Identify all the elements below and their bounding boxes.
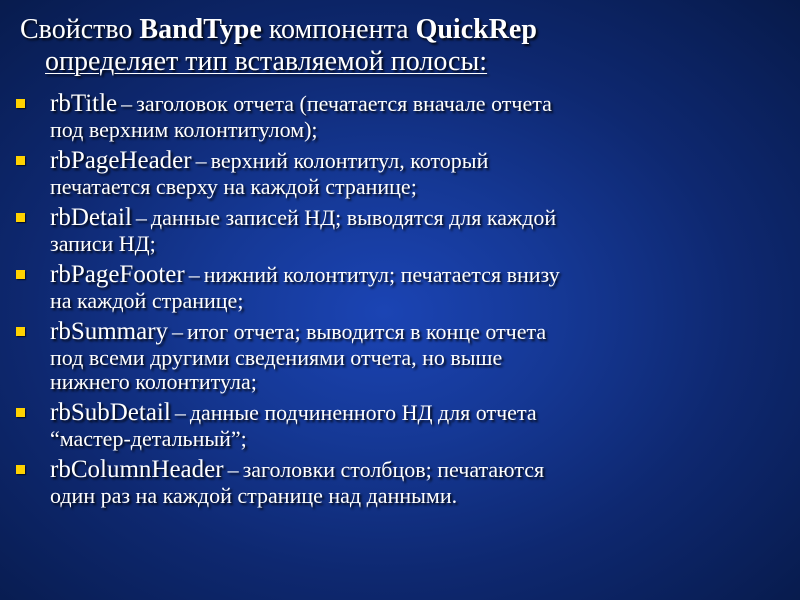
item-dash: –	[227, 457, 239, 482]
title-line-2: определяет тип вставляемой полосы:	[45, 46, 488, 77]
item-dash: –	[172, 319, 184, 344]
item-term: rbSubDetail	[50, 399, 171, 426]
list-item-rbpagefooter	[0, 261, 800, 313]
square-bullet-icon	[16, 408, 25, 417]
item-description: данные подчиненного НД для отчета	[189, 400, 537, 425]
item-term: rbSummary	[50, 318, 169, 345]
band-type-list	[0, 90, 800, 513]
list-item-rbdetail	[0, 204, 800, 256]
list-item-rbtitle	[0, 90, 800, 142]
title-property-name: BandType	[139, 14, 262, 45]
title-line-1	[20, 14, 780, 46]
item-dash: –	[121, 91, 133, 116]
item-description: данные записей НД; выводятся для каждой	[150, 205, 557, 230]
item-term: rbDetail	[50, 204, 132, 231]
square-bullet-icon	[16, 270, 25, 279]
item-continuation: один раз на каждой странице над данными.	[50, 483, 458, 508]
item-dash: –	[174, 400, 186, 425]
item-continuation: под верхним колонтитулом);	[50, 117, 318, 142]
square-bullet-icon	[16, 99, 25, 108]
item-description: верхний колонтитул, который	[210, 148, 489, 173]
item-continuation: “мастер-детальный”;	[50, 426, 247, 451]
square-bullet-icon	[16, 327, 25, 336]
item-dash: –	[195, 148, 207, 173]
item-term: rbTitle	[50, 90, 118, 117]
item-description: заголовки столбцов; печатаются	[242, 457, 545, 482]
square-bullet-icon	[16, 465, 25, 474]
item-term: rbColumnHeader	[50, 456, 224, 483]
item-continuation: на каждой странице;	[50, 288, 244, 313]
square-bullet-icon	[16, 213, 25, 222]
list-item-rbsummary	[0, 318, 800, 394]
title-component-name: QuickRep	[415, 14, 537, 45]
item-dash: –	[135, 205, 147, 230]
item-continuation: нижнего колонтитула;	[50, 369, 257, 394]
item-description: итог отчета; выводится в конце отчета	[187, 319, 547, 344]
list-item-rbcolumnheader	[0, 456, 800, 508]
item-dash: –	[188, 262, 200, 287]
item-term: rbPageHeader	[50, 147, 192, 174]
item-description: заголовок отчета (печатается вначале отчета	[136, 91, 552, 116]
item-term: rbPageFooter	[50, 261, 185, 288]
item-continuation: печатается сверху на каждой странице;	[50, 174, 417, 199]
square-bullet-icon	[16, 156, 25, 165]
list-item-rbpageheader	[0, 147, 800, 199]
list-item-rbsubdetail	[0, 399, 800, 451]
item-description: нижний колонтитул; печатается внизу	[203, 262, 560, 287]
slide-title	[20, 14, 780, 78]
title-middle: компонента	[268, 14, 409, 45]
item-continuation: записи НД;	[50, 231, 156, 256]
title-prefix: Свойство	[20, 14, 133, 45]
item-continuation: под всеми другими сведениями отчета, но выше	[50, 345, 503, 370]
